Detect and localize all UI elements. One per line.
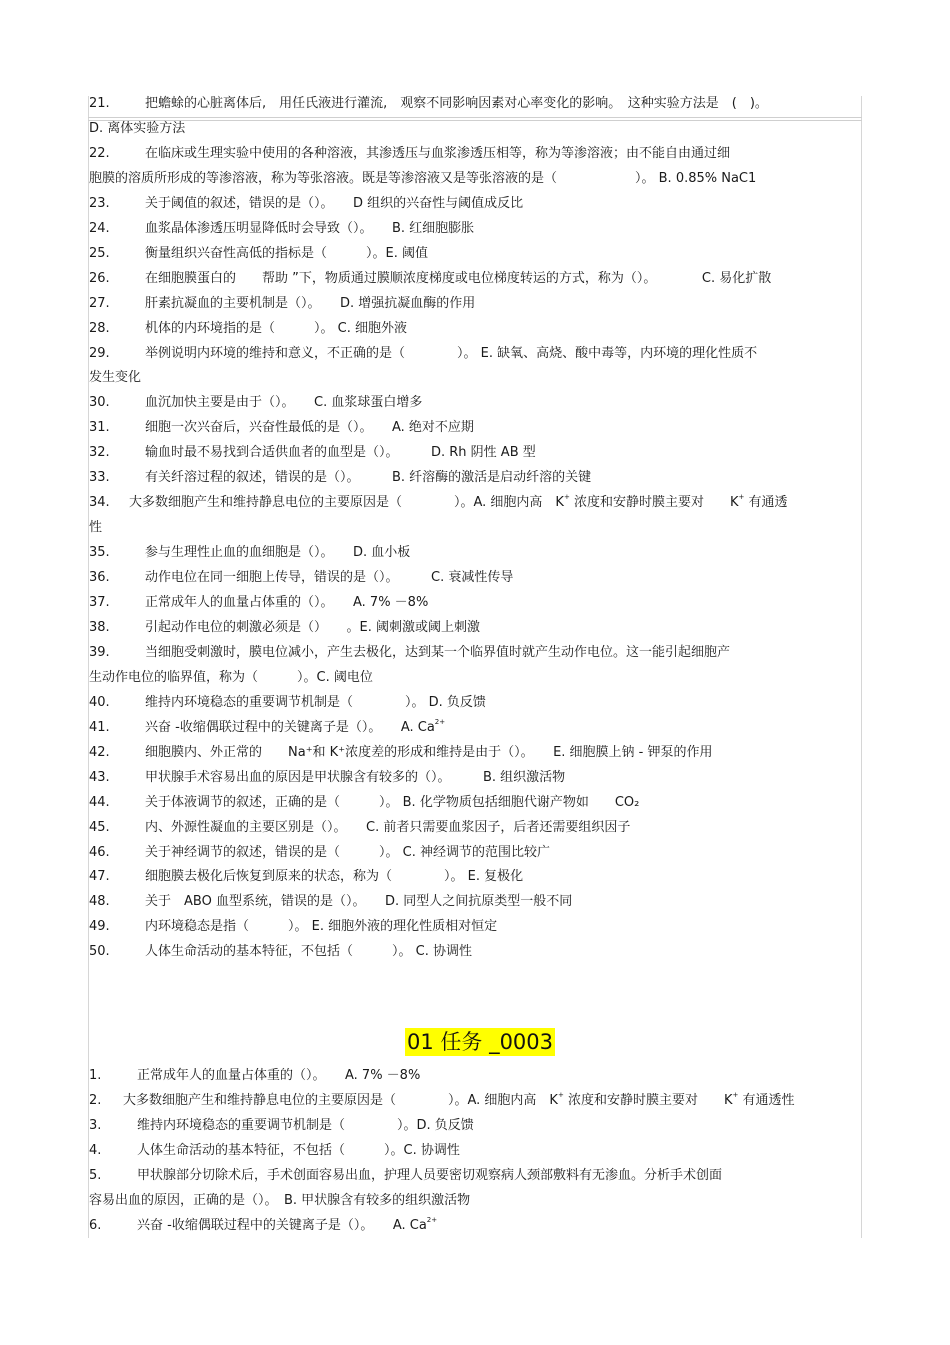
question-text	[129, 492, 788, 514]
question-number: 22.	[89, 145, 110, 161]
question-number: 4.	[89, 1143, 102, 1158]
question-text-part: 血浆晶体渗透压明显降低时会导致（）。 B. 红细胞膨胀	[145, 220, 475, 236]
question-text	[137, 1115, 474, 1137]
question-text	[145, 218, 474, 240]
question-number: 31.	[89, 420, 110, 436]
question-text	[145, 318, 407, 340]
question-item	[89, 492, 861, 514]
question-text-part: 有通透	[744, 495, 788, 511]
question-text	[145, 692, 486, 714]
question-text	[145, 343, 757, 365]
question-item	[89, 218, 861, 240]
question-item	[89, 417, 861, 439]
question-text	[137, 1165, 722, 1187]
question-text	[145, 891, 572, 913]
question-text-part: 机体的内环境指的是（ ）。 C. 细胞外液	[145, 320, 407, 336]
question-text	[145, 243, 428, 265]
question-continuation: 容易出血的原因，正确的是（）。 B. 甲状腺含有较多的组织激活物	[89, 1193, 471, 1208]
question-number: 50.	[89, 944, 110, 960]
question-number: 42.	[89, 744, 110, 760]
question-item	[89, 1090, 861, 1112]
question-text-part: 在细胞膜蛋白的 帮助 ”下，物质通过膜顺浓度梯度或电位梯度转运的方式，称为（）。 C. 易化扩散	[145, 270, 772, 286]
question-text-part: 在临床或生理实验中使用的各种溶液，其渗透压与血浆渗透压相等，称为等渗溶液；由不能自由通过细	[145, 145, 731, 161]
question-text-part: 正常成年人的血量占体重的（）。 A. 7% －8%	[137, 1068, 421, 1083]
question-item	[89, 866, 861, 888]
question-text	[145, 193, 523, 215]
question-text-part: 举例说明内环境的维持和意义，不正确的是（ ）。 E. 缺氧、高烧、酸中毒等，内环境的理化性质不	[145, 345, 758, 361]
question-text-part: 肝素抗凝血的主要机制是（）。 D. 增强抗凝血酶的作用	[145, 295, 476, 311]
question-text-part: 当细胞受刺激时，膜电位减小，产生去极化，达到某一个临界值时就产生动作电位。这一能引起细胞产	[145, 644, 731, 660]
question-number: 32.	[89, 445, 110, 461]
question-number: 36.	[89, 570, 110, 586]
question-text-part: 关于阈值的叙述，错误的是（）。 D 组织的兴奋性与阈值成反比	[145, 195, 524, 211]
question-text	[137, 1215, 437, 1237]
question-text	[145, 417, 474, 439]
question-text-part: 关于体液调节的叙述，正确的是（ ）。 B. 化学物质包括细胞代谢产物如 CO₂	[145, 794, 640, 810]
question-item	[89, 592, 861, 614]
question-text	[145, 767, 565, 789]
question-text	[123, 1090, 795, 1112]
superscript: +	[557, 1091, 564, 1099]
question-continuation: D. 离体实验方法	[89, 120, 186, 136]
question-text-part: 大多数细胞产生和维持静息电位的主要原因是（ ）。A. 细胞内高 K	[129, 495, 564, 511]
question-text-part: 衡量组织兴奋性高低的指标是（ ）。E. 阈值	[145, 245, 428, 261]
section-heading: 01 任务 _0003	[407, 1030, 554, 1054]
question-number: 23.	[89, 195, 110, 211]
question-text-part: 输血时最不易找到合适供血者的血型是（）。 D. Rh 阴性 AB 型	[145, 445, 536, 461]
superscript: 2+	[434, 717, 446, 726]
question-text-part: 兴奋 -收缩偶联过程中的关键离子是（）。 A. Ca	[145, 719, 435, 735]
question-text-part: 浓度和安静时膜主要对 K	[569, 495, 739, 511]
question-item	[89, 742, 861, 764]
question-text	[145, 392, 422, 414]
question-text-part: 有关纤溶过程的叙述，错误的是（）。 B. 纤溶酶的激活是启动纤溶的关键	[145, 470, 592, 486]
question-text	[145, 293, 475, 315]
question-number: 49.	[89, 919, 110, 935]
question-text	[145, 842, 550, 864]
question-item	[89, 767, 861, 789]
question-text	[137, 1065, 420, 1087]
superscript: +	[732, 1091, 739, 1099]
question-item	[89, 717, 861, 739]
question-item	[89, 817, 861, 839]
question-item	[89, 143, 861, 165]
question-text	[145, 268, 771, 290]
question-text	[145, 717, 445, 739]
question-text	[145, 592, 428, 614]
question-continuation: 生动作电位的临界值，称为（ ）。C. 阈电位	[89, 669, 373, 685]
question-number: 25.	[89, 245, 110, 261]
question-number: 48.	[89, 894, 110, 910]
question-text	[145, 467, 591, 489]
question-text-part: 内、外源性凝血的主要区别是（）。 C. 前者只需要血浆因子，后者还需要组织因子	[145, 819, 631, 835]
question-item	[89, 1065, 861, 1087]
question-item	[89, 442, 861, 464]
question-item	[89, 318, 861, 340]
question-text	[145, 817, 630, 839]
question-item	[89, 392, 861, 414]
question-text	[145, 442, 536, 464]
question-item	[89, 293, 861, 315]
question-item	[89, 941, 861, 963]
question-number: 45.	[89, 819, 110, 835]
question-number: 47.	[89, 869, 110, 885]
question-text-part: 维持内环境稳态的重要调节机制是（ ）。 D. 负反馈	[145, 694, 486, 710]
question-text	[145, 567, 513, 589]
question-text	[145, 941, 472, 963]
question-item	[89, 1115, 861, 1137]
superscript: +	[738, 493, 745, 502]
right-border-line	[861, 96, 862, 1238]
question-number: 3.	[89, 1118, 102, 1133]
question-text-part: 甲状腺部分切除术后，手术创面容易出血，护理人员要密切观察病人颈部敷料有无渗血。分析手术创面	[137, 1168, 723, 1183]
question-continuation: 胞膜的溶质所形成的等渗溶液，称为等张溶液。既是等渗溶液又是等张溶液的是（ ）。 B. 0.85% NaC1	[89, 170, 757, 186]
question-text-part: 关于 ABO 血型系统，错误的是（）。 D. 同型人之间抗原类型一般不同	[145, 894, 573, 910]
question-text-part: 人体生命活动的基本特征，不包括（ ）。C. 协调性	[137, 1143, 460, 1158]
question-text	[145, 742, 713, 764]
question-text	[145, 866, 523, 888]
question-text-part: 引起动作电位的刺激必须是（） 。E. 阈刺激或阈上刺激	[145, 619, 480, 635]
question-number: 5.	[89, 1168, 102, 1183]
question-text-part: 兴奋 -收缩偶联过程中的关键离子是（）。 A. Ca	[137, 1218, 427, 1233]
question-item	[89, 842, 861, 864]
question-text-part: 把蟾蜍的心脏离体后, 用任氏液进行灌流, 观察不同影响因素对心率变化的影响。 这种实验方法是 ( )。	[145, 96, 768, 111]
question-number: 30.	[89, 395, 110, 411]
question-text-part: 动作电位在同一细胞上传导，错误的是（）。 C. 衰减性传导	[145, 570, 514, 586]
question-text	[145, 143, 730, 165]
question-text-part: 正常成年人的血量占体重的（）。 A. 7% －8%	[145, 595, 429, 610]
question-number: 37.	[89, 595, 110, 610]
question-text-part: 人体生命活动的基本特征，不包括（ ）。 C. 协调性	[145, 944, 472, 960]
question-number: 6.	[89, 1218, 102, 1233]
question-number: 33.	[89, 470, 110, 486]
question-text-part: 有通透性	[738, 1093, 795, 1108]
superscript: +	[563, 493, 570, 502]
question-number: 38.	[89, 619, 110, 635]
question-number: 35.	[89, 545, 110, 561]
question-item	[89, 692, 861, 714]
question-item	[89, 193, 861, 215]
question-number: 26.	[89, 270, 110, 286]
question-item	[89, 93, 861, 115]
question-number: 40.	[89, 694, 110, 710]
question-item	[89, 1140, 861, 1162]
question-number: 46.	[89, 844, 110, 860]
question-text	[145, 916, 497, 938]
question-item	[89, 467, 861, 489]
question-number: 39.	[89, 644, 110, 660]
question-text-part: 浓度和安静时膜主要对 K	[563, 1093, 733, 1108]
question-item	[89, 1215, 861, 1237]
question-text-part: 细胞膜去极化后恢复到原来的状态，称为（ ）。 E. 复极化	[145, 869, 524, 885]
question-number: 44.	[89, 794, 110, 810]
question-text-part: 血沉加快主要是由于（）。 C. 血浆球蛋白增多	[145, 395, 423, 411]
question-text	[145, 617, 480, 639]
question-number: 34.	[89, 495, 110, 511]
question-number: 27.	[89, 295, 110, 311]
question-item	[89, 891, 861, 913]
question-text-part: 大多数细胞产生和维持静息电位的主要原因是（ ）。A. 细胞内高 K	[123, 1093, 558, 1108]
superscript: 2+	[426, 1216, 438, 1224]
question-text-part: 内环境稳态是指（ ）。 E. 细胞外液的理化性质相对恒定	[145, 919, 498, 935]
question-text	[145, 93, 768, 115]
question-item	[89, 542, 861, 564]
question-number: 24.	[89, 220, 110, 236]
question-number: 43.	[89, 769, 110, 785]
question-number: 29.	[89, 345, 110, 361]
question-text-part: 细胞一次兴奋后，兴奋性最低的是（）。 A. 绝对不应期	[145, 420, 474, 436]
question-text-part: 甲状腺手术容易出血的原因是甲状腺含有较多的（）。 B. 组织激活物	[145, 769, 566, 785]
top-divider-line-2	[88, 120, 862, 121]
question-item	[89, 1165, 861, 1187]
question-number: 41.	[89, 719, 110, 735]
question-number: 28.	[89, 320, 110, 336]
question-text	[145, 792, 639, 814]
question-text-part: 参与生理性止血的血细胞是（）。 D. 血小板	[145, 545, 411, 561]
question-item	[89, 567, 861, 589]
question-text-part: 细胞膜内、外正常的 Na⁺和 K⁺浓度差的形成和维持是由于（）。 E. 细胞膜上钠 - 钾泵的作用	[145, 744, 713, 760]
question-item	[89, 243, 861, 265]
question-item	[89, 268, 861, 290]
question-number: 1.	[89, 1068, 102, 1083]
top-divider-line	[88, 117, 862, 118]
question-item	[89, 617, 861, 639]
question-item	[89, 642, 861, 664]
question-continuation: 发生变化	[89, 370, 142, 386]
question-text-part: 关于神经调节的叙述，错误的是（ ）。 C. 神经调节的范围比较广	[145, 844, 550, 860]
question-text	[137, 1140, 460, 1162]
question-text-part: 维持内环境稳态的重要调节机制是（ ）。D. 负反馈	[137, 1118, 474, 1133]
question-continuation: 性	[89, 520, 103, 536]
question-number: 2.	[89, 1093, 102, 1108]
question-item	[89, 343, 861, 365]
question-text	[145, 542, 410, 564]
question-text	[145, 642, 730, 664]
question-item	[89, 792, 861, 814]
question-number: 21.	[89, 96, 110, 111]
question-item	[89, 916, 861, 938]
